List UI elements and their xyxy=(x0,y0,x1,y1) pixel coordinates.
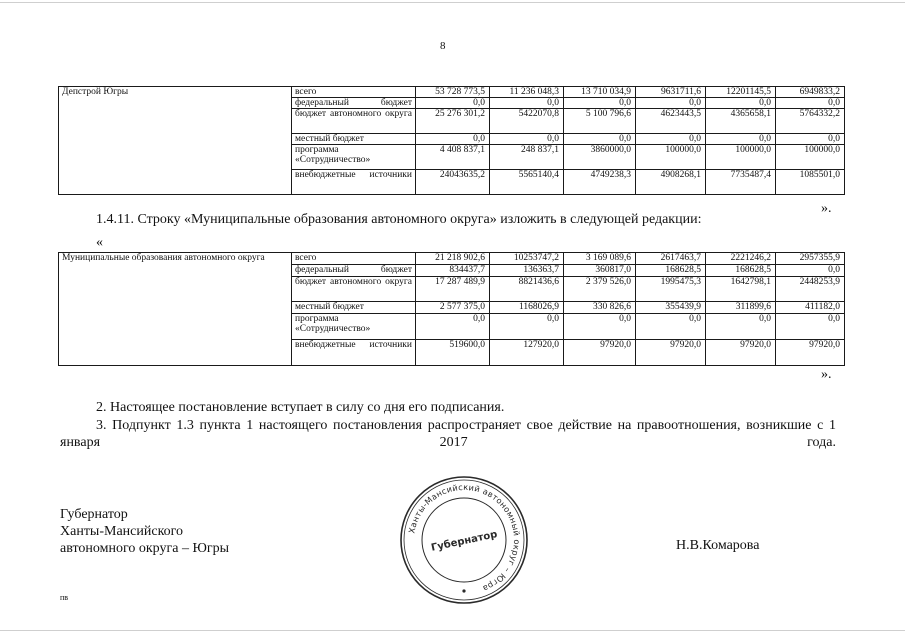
category-cell: бюджет автономного округа xyxy=(292,109,416,134)
value-cell: 519600,0 xyxy=(416,340,490,366)
value-cell: 0,0 xyxy=(776,98,845,109)
value-cell: 0,0 xyxy=(636,134,706,145)
category-cell: местный бюджет xyxy=(292,134,416,145)
category-cell: всего xyxy=(292,253,416,265)
category-cell: внебюджетные источники xyxy=(292,170,416,195)
value-cell: 834437,7 xyxy=(416,265,490,277)
value-cell: 2221246,2 xyxy=(706,253,776,265)
value-cell: 5 100 796,6 xyxy=(564,109,636,134)
category-cell: федеральный бюджет xyxy=(292,265,416,277)
value-cell: 13 710 034,9 xyxy=(564,87,636,98)
signature-region: Ханты-Мансийского xyxy=(60,524,184,539)
value-cell: 0,0 xyxy=(490,134,564,145)
value-cell: 136363,7 xyxy=(490,265,564,277)
stamp-dot xyxy=(462,589,465,592)
official-stamp xyxy=(398,474,530,606)
value-cell: 0,0 xyxy=(416,134,490,145)
table-row xyxy=(59,87,845,98)
page-number: 8 xyxy=(440,40,446,52)
value-cell: 24043635,2 xyxy=(416,170,490,195)
value-cell: 248 837,1 xyxy=(490,145,564,170)
value-cell: 97920,0 xyxy=(564,340,636,366)
value-cell: 0,0 xyxy=(776,265,845,277)
value-cell: 97920,0 xyxy=(706,340,776,366)
quote-close-1: ». xyxy=(821,201,832,216)
signer-name: Н.В.Комарова xyxy=(676,538,760,553)
value-cell: 0,0 xyxy=(706,98,776,109)
value-cell: 12201145,5 xyxy=(706,87,776,98)
value-cell: 4749238,3 xyxy=(564,170,636,195)
value-cell: 97920,0 xyxy=(776,340,845,366)
value-cell: 4908268,1 xyxy=(636,170,706,195)
budget-table-depstroy xyxy=(58,86,845,195)
value-cell: 0,0 xyxy=(706,134,776,145)
value-cell: 2 379 526,0 xyxy=(564,277,636,302)
stamp-ring-text: Ханты-Мансийский автономный округ – Югра xyxy=(406,481,523,595)
value-cell: 9631711,6 xyxy=(636,87,706,98)
value-cell: 168628,5 xyxy=(636,265,706,277)
signature-region-2: автономного округа – Югры xyxy=(60,541,229,556)
value-cell: 2448253,9 xyxy=(776,277,845,302)
category-cell: программа «Сотрудничество» xyxy=(292,145,416,170)
value-cell: 0,0 xyxy=(416,314,490,340)
value-cell: 5422070,8 xyxy=(490,109,564,134)
value-cell: 1168026,9 xyxy=(490,302,564,314)
value-cell: 3 169 089,6 xyxy=(564,253,636,265)
value-cell: 100000,0 xyxy=(776,145,845,170)
value-cell: 100000,0 xyxy=(636,145,706,170)
value-cell: 17 287 489,9 xyxy=(416,277,490,302)
bottom-edge xyxy=(0,630,905,631)
value-cell: 2957355,9 xyxy=(776,253,845,265)
value-cell: 311899,6 xyxy=(706,302,776,314)
value-cell: 0,0 xyxy=(490,314,564,340)
paragraph-3-text: 3. Подпункт 1.3 пункта 1 настоящего постановления распространяет свое действие на правоотношения, возникшие с 1 января 2017 года. xyxy=(60,418,836,450)
value-cell: 411182,0 xyxy=(776,302,845,314)
value-cell: 360817,0 xyxy=(564,265,636,277)
category-cell: бюджет автономного округа xyxy=(292,277,416,302)
value-cell: 2 577 375,0 xyxy=(416,302,490,314)
signature-title: Губернатор xyxy=(60,507,128,522)
value-cell: 0,0 xyxy=(564,134,636,145)
quote-close-2: ». xyxy=(821,367,832,382)
value-cell: 355439,9 xyxy=(636,302,706,314)
value-cell: 0,0 xyxy=(636,98,706,109)
value-cell: 4 408 837,1 xyxy=(416,145,490,170)
value-cell: 8821436,6 xyxy=(490,277,564,302)
value-cell: 0,0 xyxy=(776,134,845,145)
value-cell: 0,0 xyxy=(776,314,845,340)
value-cell: 5764332,2 xyxy=(776,109,845,134)
value-cell: 3860000,0 xyxy=(564,145,636,170)
value-cell: 53 728 773,5 xyxy=(416,87,490,98)
value-cell: 7735487,4 xyxy=(706,170,776,195)
value-cell: 1085501,0 xyxy=(776,170,845,195)
value-cell: 1642798,1 xyxy=(706,277,776,302)
value-cell: 4365658,1 xyxy=(706,109,776,134)
value-cell: 0,0 xyxy=(564,314,636,340)
value-cell: 0,0 xyxy=(636,314,706,340)
value-cell: 5565140,4 xyxy=(490,170,564,195)
quote-open: « xyxy=(96,235,103,250)
value-cell: 100000,0 xyxy=(706,145,776,170)
value-cell: 168628,5 xyxy=(706,265,776,277)
paragraph-2: 2. Настоящее постановление вступает в силу со дня его подписания. xyxy=(96,400,505,415)
category-cell: всего xyxy=(292,87,416,98)
budget-table-municipal xyxy=(58,252,845,366)
value-cell: 11 236 048,3 xyxy=(490,87,564,98)
paragraph-1-4-11: 1.4.11. Строку «Муниципальные образования автономного округа» изложить в следующей редакции: xyxy=(96,212,702,227)
footer-mark: пв xyxy=(60,593,69,602)
stamp-center-text: Губернатор xyxy=(430,529,499,554)
paragraph-3 xyxy=(60,417,836,451)
value-cell: 0,0 xyxy=(564,98,636,109)
value-cell: 2617463,7 xyxy=(636,253,706,265)
category-cell: федеральный бюджет xyxy=(292,98,416,109)
value-cell: 21 218 902,6 xyxy=(416,253,490,265)
value-cell: 0,0 xyxy=(706,314,776,340)
value-cell: 97920,0 xyxy=(636,340,706,366)
top-edge xyxy=(0,2,905,3)
value-cell: 1995475,3 xyxy=(636,277,706,302)
category-cell: программа «Сотрудничество» xyxy=(292,314,416,340)
org-name-cell: Муниципальные образования автономного округа xyxy=(59,253,292,366)
value-cell: 4623443,5 xyxy=(636,109,706,134)
value-cell: 6949833,2 xyxy=(776,87,845,98)
value-cell: 0,0 xyxy=(416,98,490,109)
value-cell: 10253747,2 xyxy=(490,253,564,265)
value-cell: 25 276 301,2 xyxy=(416,109,490,134)
org-name-cell: Депстрой Югры xyxy=(59,87,292,195)
table-row xyxy=(59,253,845,265)
value-cell: 0,0 xyxy=(490,98,564,109)
value-cell: 127920,0 xyxy=(490,340,564,366)
category-cell: внебюджетные источники xyxy=(292,340,416,366)
signature-block xyxy=(60,506,229,557)
value-cell: 330 826,6 xyxy=(564,302,636,314)
category-cell: местный бюджет xyxy=(292,302,416,314)
